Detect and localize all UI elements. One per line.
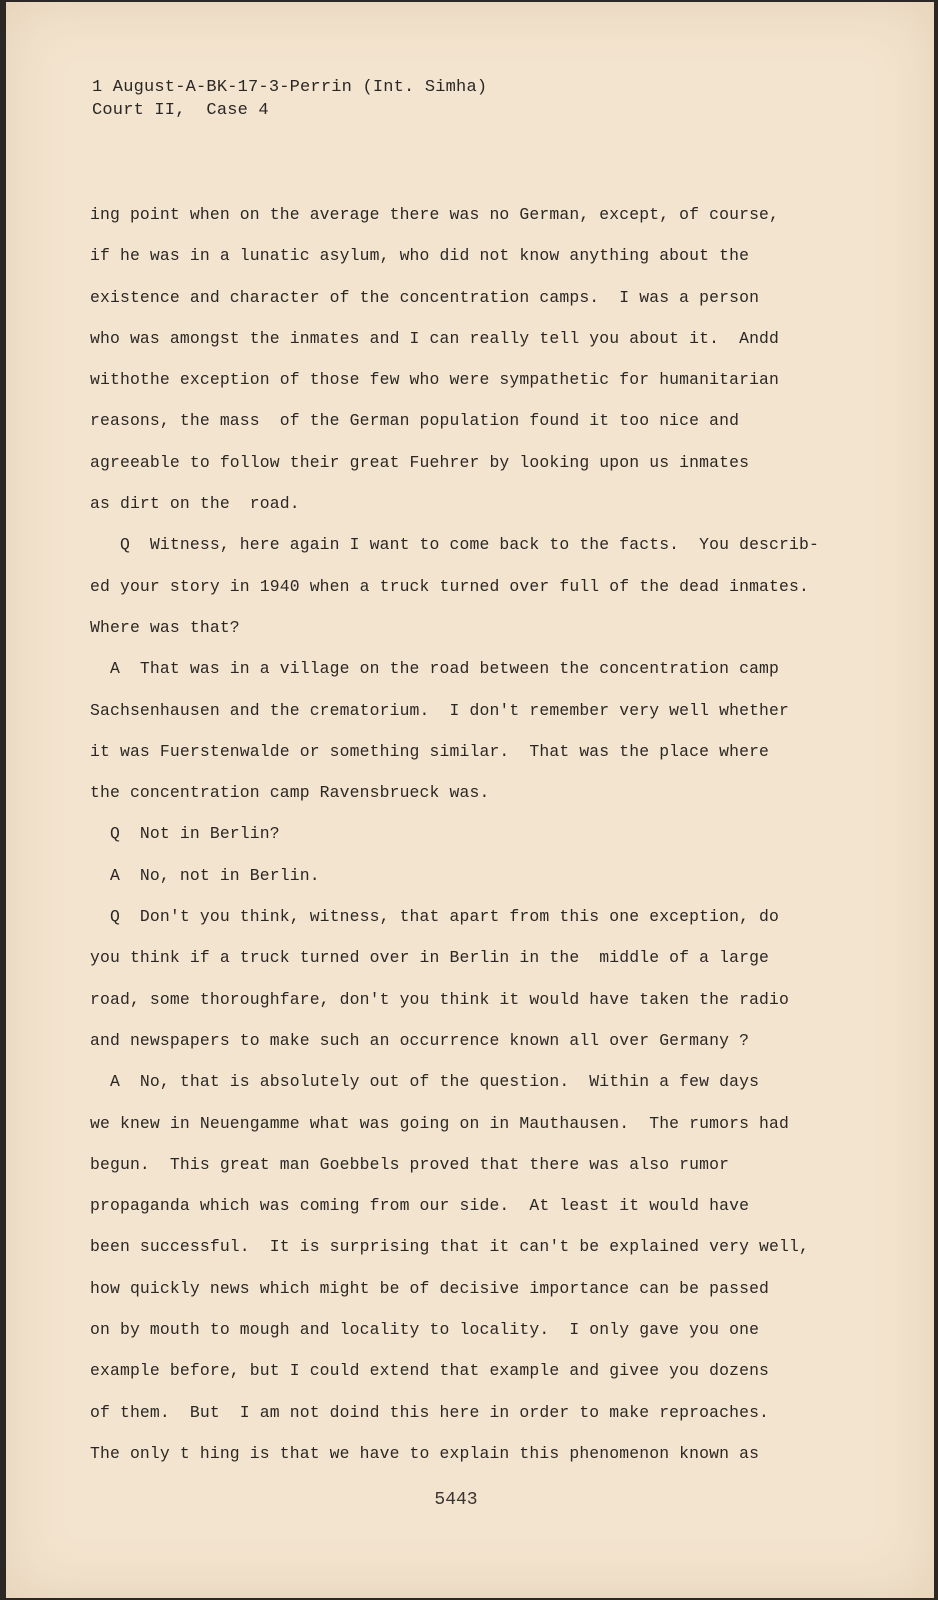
text-line: propaganda which was coming from our side. At least it would have [90, 1196, 750, 1216]
text-line: existence and character of the concentration camps. I was a person [90, 287, 760, 307]
text-line: how quickly news which might be of decisive importance can be passed [90, 1278, 770, 1298]
text-line: Sachsenhausen and the crematorium. I don't remember very well whether [90, 700, 790, 720]
court-case-label: Court II, Case 4 [92, 101, 269, 120]
text-line: agreeable to follow their great Fuehrer by looking upon us inmates [90, 452, 750, 472]
text-line: if he was in a lunatic asylum, who did not know anything about the [90, 246, 750, 266]
document-header [92, 76, 487, 122]
question-line: Q Witness, here again I want to come back to the facts. You describ- [90, 535, 819, 555]
answer-line: A No, not in Berlin. [90, 865, 320, 885]
text-line: road, some thoroughfare, don't you think it would have taken the radio [90, 989, 790, 1009]
question-line: Q Don't you think, witness, that apart from this one exception, do [90, 907, 780, 927]
document-page [6, 2, 934, 1598]
answer-line: A That was in a village on the road between the concentration camp [90, 659, 780, 679]
text-line: as dirt on the road. [90, 494, 300, 514]
page-number: 5443 [434, 1490, 478, 1510]
text-line: been successful. It is surprising that it can't be explained very well, [90, 1237, 809, 1257]
transcript-body [90, 200, 880, 1480]
question-line: Q Not in Berlin? [90, 824, 280, 844]
text-line: we knew in Neuengamme what was going on in Mauthausen. The rumors had [90, 1113, 790, 1133]
text-line: The only t hing is that we have to explain this phenomenon known as [90, 1443, 760, 1463]
text-line: example before, but I could extend that example and givee you dozens [90, 1361, 770, 1381]
text-line: on by mouth to mough and locality to locality. I only gave you one [90, 1320, 760, 1340]
text-line: you think if a truck turned over in Berlin in the middle of a large [90, 948, 770, 968]
text-line: and newspapers to make such an occurrence known all over Germany ? [90, 1030, 750, 1050]
transcript-reference: 1 August-A-BK-17-3-Perrin (Int. Simha) [92, 78, 488, 97]
text-line: withothe exception of those few who were sympathetic for humanitarian [90, 370, 780, 390]
text-line: the concentration camp Ravensbrueck was. [90, 783, 490, 803]
text-line: reasons, the mass of the German population found it too nice and [90, 411, 740, 431]
answer-line: A No, that is absolutely out of the question. Within a few days [90, 1072, 760, 1092]
text-line: ing point when on the average there was no German, except, of course, [90, 205, 780, 224]
text-line: ed your story in 1940 when a truck turned over full of the dead inmates. [90, 576, 809, 596]
text-line: it was Fuerstenwalde or something similar. That was the place where [90, 741, 770, 761]
text-line: Where was that? [90, 617, 240, 637]
text-line: begun. This great man Goebbels proved that there was also rumor [90, 1154, 730, 1174]
text-line: who was amongst the inmates and I can really tell you about it. Andd [90, 328, 780, 348]
text-line: of them. But I am not doind this here in order to make reproaches. [90, 1402, 770, 1422]
